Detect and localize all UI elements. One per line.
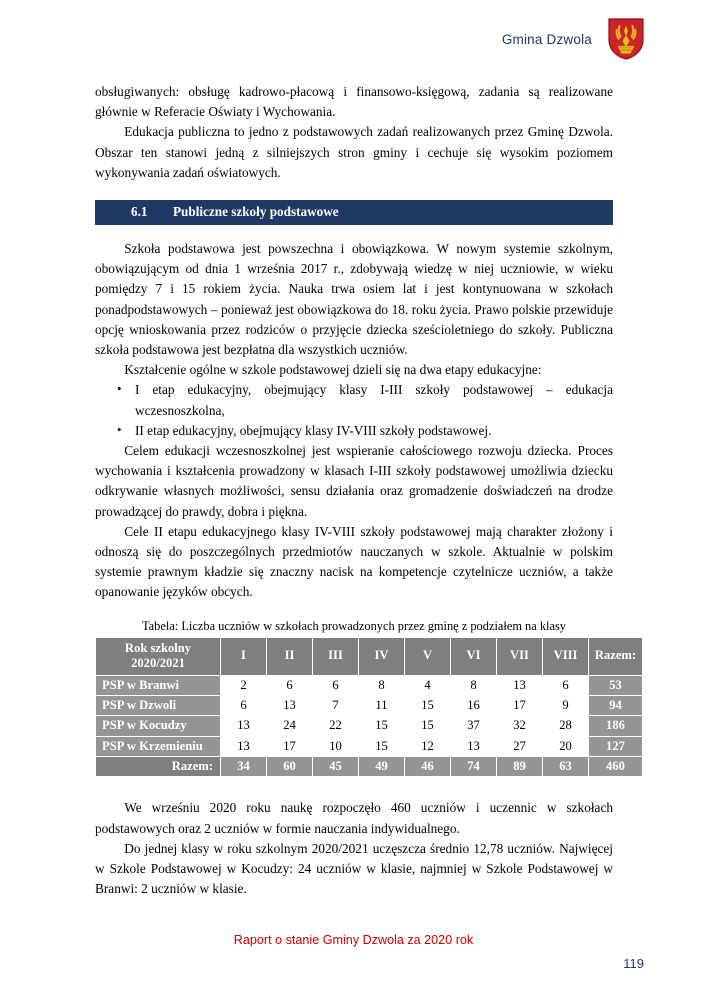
table-header-col-4: IV [359,638,404,675]
body-paragraph-6: Do jednej klasy w roku szkolnym 2020/2021 uczęszcza średnio 12,78 uczniów. Najwięcej w Szkole Podstawowej w Kocudzy: 24 uczniów w klasie, najmniej w Szkole Podstawowej w Branwi: 2 uczniów w klasie. [95,840,613,897]
table-cell-total: 127 [589,737,642,756]
table-cell: 16 [451,696,496,715]
table-cell: 15 [359,716,404,735]
table-cell: 6 [313,676,358,695]
intro-paragraph-1: obsługiwanych: obsługę kadrowo-płacową i finansowo-księgową, zadania są realizowane głównie w Referacie Oświaty i Wychowania. [95,84,613,120]
table-cell: 22 [313,716,358,735]
students-table [95,637,643,778]
body-paragraph-4: Cele II etapu edukacyjnego klasy IV-VIII szkoły podstawowej mają charakter złożony i odnoszą się do poszczególnych przedmiotów nauczanych w szkole. Aktualnie w polskim systemie prawnym kładzie się znaczny nacisk na kompetencje czytelnicze uczniów, a także opanowanie języków obcych. [95,523,613,600]
table-row-label: PSP w Branwi [96,676,220,695]
table-cell: 12 [405,737,450,756]
table-cell: 28 [543,716,588,735]
table-cell: 10 [313,737,358,756]
table-header-col-1: I [221,638,266,675]
table-cell: 2 [221,676,266,695]
table-cell: 4 [405,676,450,695]
document-footer [0,910,707,1000]
table-total-cell: 34 [221,757,266,776]
table-cell: 8 [359,676,404,695]
table-cell: 15 [405,716,450,735]
table-cell-total: 186 [589,716,642,735]
body-paragraph-2: Kształcenie ogólne w szkole podstawowej dzieli się na dwa etapy edukacyjne: [124,362,542,378]
table-total-cell: 49 [359,757,404,776]
table-cell: 17 [267,737,312,756]
table-caption: Tabela: Liczba uczniów w szkołach prowadzonych przez gminę z podziałem na klasy [141,618,567,633]
table-cell: 9 [543,696,588,715]
table-cell: 11 [359,696,404,715]
table-header-year-line1: Rok szkolny [124,641,192,656]
table-row [96,716,642,735]
body-paragraph-1: Szkoła podstawowa jest powszechna i obowiązkowa. W nowym systemie szkolnym, obowiązującym od dnia 1 września 2017 r., zdobywają wiedzę w niej uczniowie, w wieku pomiędzy 7 i 15 rokiem życia. Nauka trwa osiem lat i jest kontynuowana w szkołach ponadpodstawowych – ponieważ jest obowiązkowa do 18. roku życia. Prawo polskie przewiduje opcję wnioskowania przez rodziców o przyjęcie dziecka sześcioletniego do szkoły. Publiczna szkoła podstawowa jest bezpłatna dla wszystkich uczniów. [95,241,613,358]
table-grand-total: 460 [589,757,642,776]
table-header-year-line2: 2020/2021 [131,656,185,671]
table-cell: 15 [359,737,404,756]
list-item: • I etap edukacyjny, obejmujący klasy I-III szkoły podstawowej – edukacja wczesnoszkolna, [117,380,613,420]
list-item: • II etap edukacyjny, obejmujący klasy IV-VIII szkoły podstawowej. [117,421,613,441]
page-number: 119 [623,956,644,971]
section-number: 6.1 [131,204,148,220]
document-content [95,82,637,899]
table-header-col-3: III [313,638,358,675]
table-cell: 37 [451,716,496,735]
table-header-col-7: VII [497,638,542,675]
table-row [96,737,642,756]
table-total-row-label: Razem: [96,757,220,776]
table-cell-total: 53 [589,676,642,695]
table-header-total: Razem: [589,638,642,675]
table-cell: 13 [221,737,266,756]
table-row [96,696,642,715]
table-header-col-5: V [405,638,450,675]
table-total-cell: 63 [543,757,588,776]
table-cell: 13 [497,676,542,695]
table-cell: 13 [451,737,496,756]
table-cell: 7 [313,696,358,715]
table-total-cell: 74 [451,757,496,776]
table-cell: 6 [221,696,266,715]
table-cell: 15 [405,696,450,715]
table-cell: 27 [497,737,542,756]
section-title: Publiczne szkoły podstawowe [173,204,339,220]
table-cell: 8 [451,676,496,695]
document-header [502,18,644,60]
body-paragraph-5: We wrześniu 2020 roku naukę rozpoczęło 460 uczniów i uczennic w szkołach podstawowych oraz 2 uczniów w formie nauczania indywidualnego. [95,800,613,836]
table-cell: 20 [543,737,588,756]
table-cell: 6 [267,676,312,695]
table-cell: 13 [221,716,266,735]
table-row [96,676,642,695]
table-total-cell: 46 [405,757,450,776]
header-title: Gmina Dzwola [501,31,592,47]
intro-paragraph-2: Edukacja publiczna to jedno z podstawowych zadań realizowanych przez Gminę Dzwola. Obszar ten stanowi jedną z silniejszych stron gminy i cechuje się wysokim poziomem wykonywania zadań oświatowych. [95,124,613,180]
table-cell: 24 [267,716,312,735]
table-header-col-2: II [267,638,312,675]
table-cell: 32 [497,716,542,735]
table-cell: 17 [497,696,542,715]
table-total-cell: 89 [497,757,542,776]
table-foot [96,757,642,776]
table-head [96,638,642,675]
table-header-col-8: VIII [543,638,588,675]
section-heading-bar [95,200,613,225]
table-cell: 6 [543,676,588,695]
coat-of-arms-icon [608,18,644,60]
table-total-cell: 60 [267,757,312,776]
table-cell-total: 94 [589,696,642,715]
table-header-col-6: VI [451,638,496,675]
table-row-label: PSP w Kocudzy [96,716,220,735]
table-row-label: PSP w Krzemieniu [96,737,220,756]
table-header-row [96,638,642,675]
table-body [96,676,642,756]
table-total-row [96,757,642,776]
table-row-label: PSP w Dzwoli [96,696,220,715]
table-header-year [96,638,220,675]
footer-report-title: Raport o stanie Gminy Dzwola za 2020 rok [233,933,474,947]
education-stages-list [95,380,613,441]
table-cell: 13 [267,696,312,715]
body-paragraph-3: Celem edukacji wczesnoszkolnej jest wspieranie całościowego rozwoju dziecka. Proces wychowania i kształcenia prowadzony w klasach I-III szkoły podstawowej umożliwia dziecku odkrywanie własnych możliwości, sensu działania oraz gromadzenie doświadczeń na drodze prowadzącej do prawdy, dobra i piękna. [95,443,613,519]
table-total-cell: 45 [313,757,358,776]
